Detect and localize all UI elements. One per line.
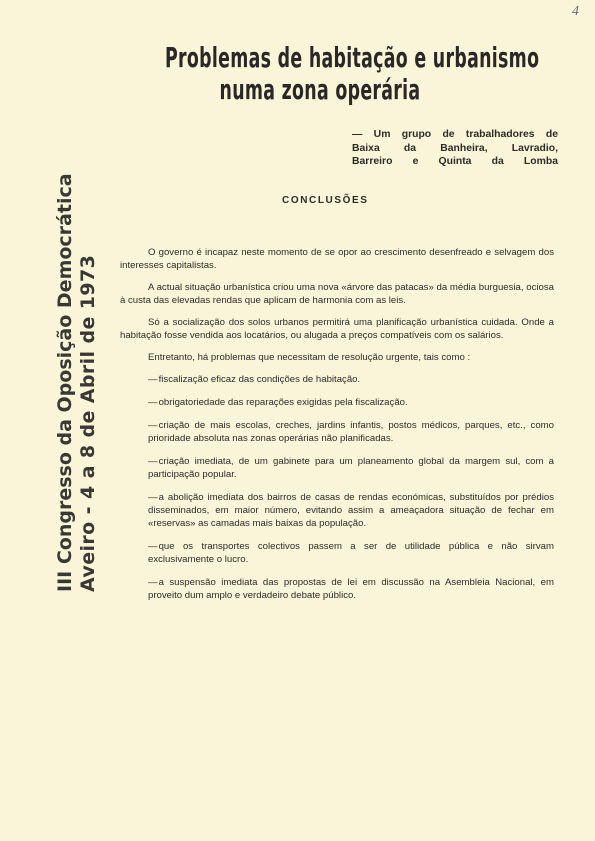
paragraph: A actual situação urbanística criou uma nova «árvore das patacas» da média burguesia, ociosa à custa das elevadas rendas que aplicam de harmonia com as leis. [120,282,554,306]
sidebar-line-1: III Congresso da Oposição Democrática [54,173,76,592]
list-dash: — [148,420,158,431]
list-dash: — [148,577,158,588]
attribution-line-1: — Um grupo de trabalhadores de [352,129,558,140]
list-item [148,455,554,481]
paragraph: Só a socialização dos solos urbanos permitirá uma planificação urbanística cuidada. Onde a habitação fosse vendida aos locatários, ou alugada a preços compatíveis com os salários. [120,317,554,341]
attribution-line-2: Baixa da Banheira, Lavradio, [352,142,558,154]
list-item [148,540,554,566]
list-item-text: obrigatoriedade das reparações exigidas pela fiscalização. [158,397,408,408]
paragraph: O governo é incapaz neste momento de se opor ao crescimento desenfreado e selvagem dos interesses capitalistas. [120,247,554,271]
list-dash: — [148,397,158,408]
list-item-text: criação de mais escolas, creches, jardins infantis, postos médicos, parques, etc., como prioridade absoluta nas zonas operárias não planificadas. [148,420,554,444]
list-item-text: a suspensão imediata das propostas de lei em discussão na Asembleia Nacional, em proveito dum amplo e verdadeiro debate público. [148,577,554,601]
list-dash: — [148,374,158,385]
title-line-2: numa zona operária [219,73,421,106]
list-item [148,491,554,530]
document-title [165,41,540,106]
list-dash: — [148,456,158,467]
list-item-text: a abolição imediata dos bairros de casas de rendas económicas, substituídos por prédios disseminados, em maior número, evitando assim a ameaçadora situação de fechar em «reservas» as camadas mais baixas da população. [148,492,554,529]
title-line-1: Problemas de habitação e urbanismo [165,41,540,74]
list-dash: — [148,541,158,552]
page-number: 4 [572,4,579,19]
author-attribution [352,128,558,169]
sidebar-line-2: Aveiro - 4 a 8 de Abril de 1973 [77,254,99,592]
list-item-text: criação imediata, de um gabinete para um planeamento global da margem sul, com a participação popular. [148,456,554,480]
congress-sidebar [54,173,102,592]
list-item [148,373,554,386]
list-item [148,576,554,602]
attribution-line-3: Barreiro e Quinta da Lomba [352,156,558,167]
paragraph: Entretanto, há problemas que necessitam de resolução urgente, tais como : [148,352,471,363]
list-item [148,419,554,445]
body-text [120,246,554,612]
list-item-text: fiscalização eficaz das condições de habitação. [158,374,361,385]
section-heading: CONCLUSÕES [282,195,369,206]
list-item-text: que os transportes colectivos passem a ser de utilidade pública e não sirvam exclusivamente o lucro. [148,541,554,565]
list-dash: — [148,492,158,503]
list-item [148,396,554,409]
